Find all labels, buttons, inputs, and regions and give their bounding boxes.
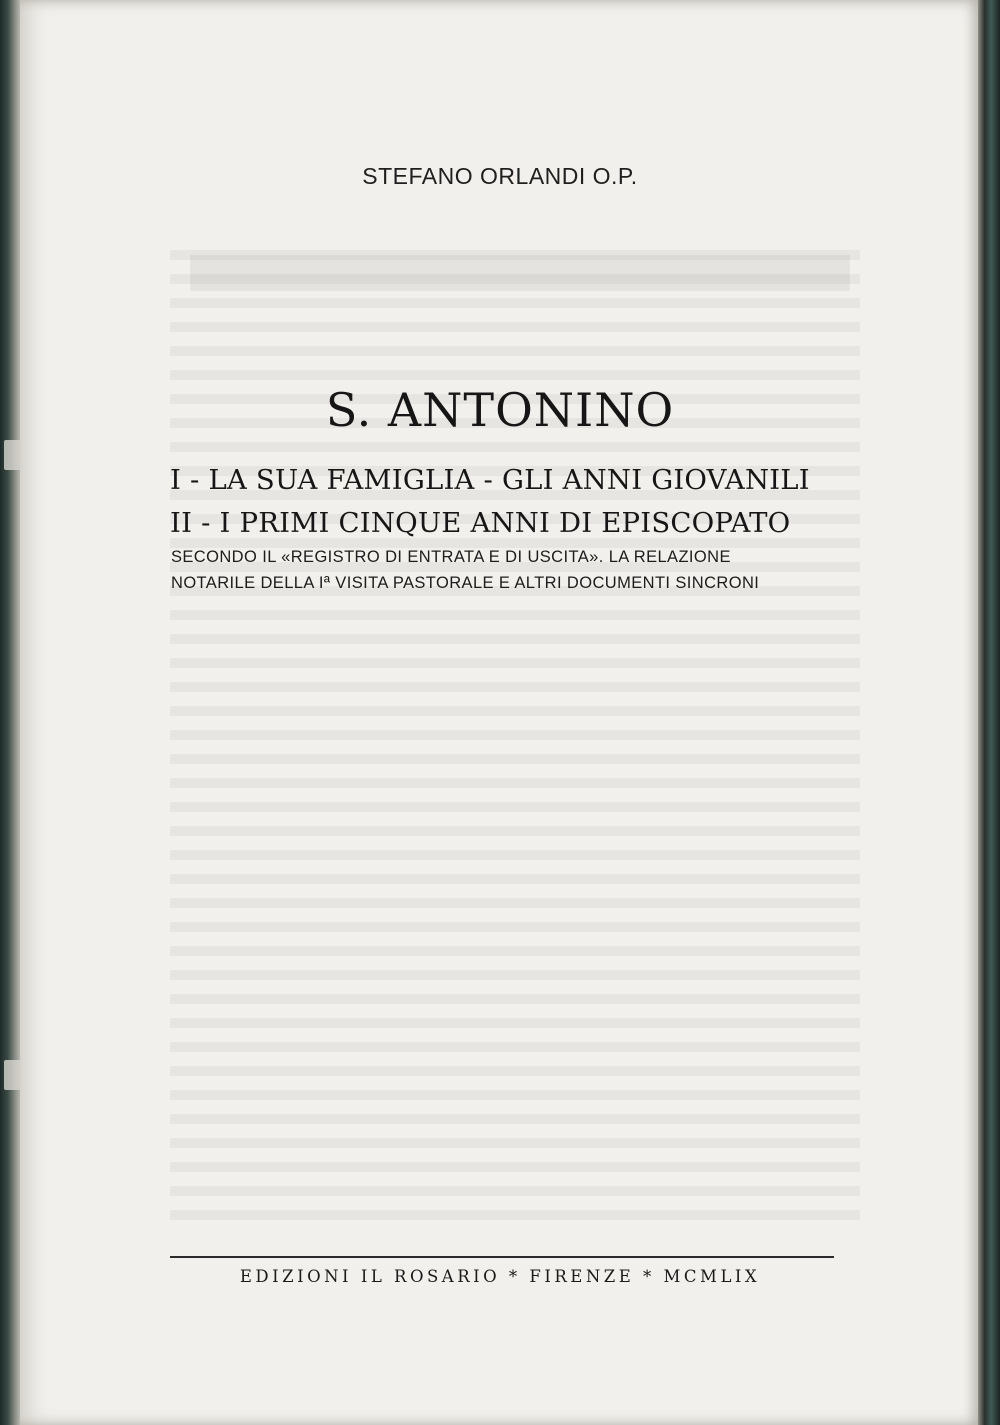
description-line-1: SECONDO IL «REGISTRO DI ENTRATA E DI USCITA». LA RELAZIONE [171,548,731,566]
author-name: STEFANO ORLANDI O.P. [362,163,638,189]
footer-rule [170,1256,834,1258]
subtitle-line-1: I - LA SUA FAMIGLIA - GLI ANNI GIOVANILI [170,464,810,496]
subtitle-line-2: II - I PRIMI CINQUE ANNI DI EPISCOPATO [170,507,791,539]
book-spine [0,0,22,1425]
publisher-line: EDIZIONI IL ROSARIO * FIRENZE * MCMLIX [239,1267,761,1286]
page-edges [978,0,1000,1425]
book-title: S. ANTONINO [325,383,675,437]
title-page [20,0,978,1425]
description-line-2: NOTARILE DELLA Iª VISITA PASTORALE E ALTRI DOCUMENTI SINCRONI [171,574,760,592]
